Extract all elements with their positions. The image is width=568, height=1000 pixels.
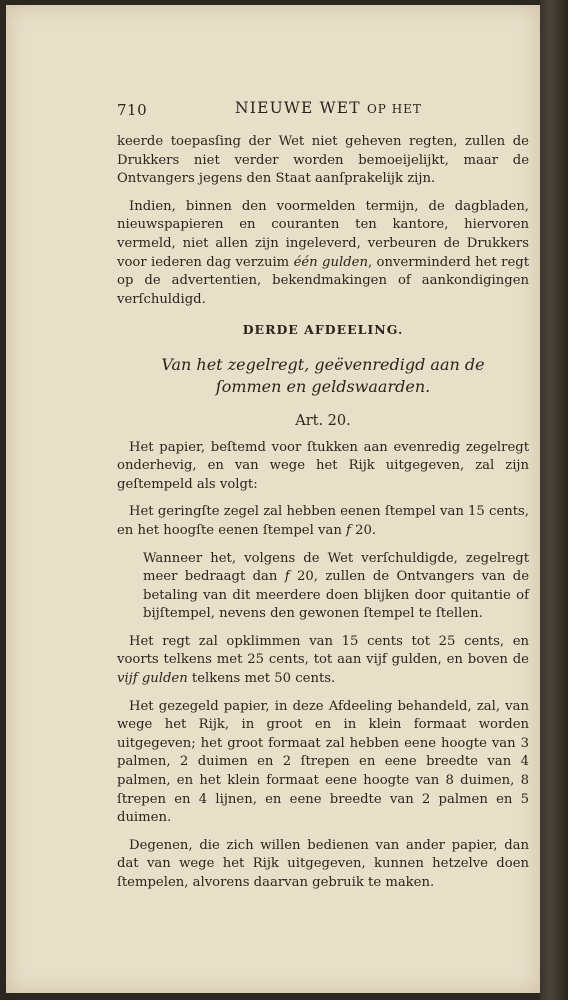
page-edge — [540, 0, 568, 1000]
paragraph-6 — [117, 633, 529, 689]
paragraph-5 — [117, 550, 529, 624]
page-header — [117, 97, 529, 121]
paragraph-5-text-a: Wanneer het, volgens de Wet verſchuldigde, zegelregt meer bedraagt dan — [143, 550, 529, 585]
paragraph-7-text: Het gezegeld papier, in deze Afdeeling behandeld, zal, van wege het Rijk, in groot en in klein formaat worden uitgegeven; het groot formaat zal hebben eene hoogte van 3 palmen, 2 duimen en 2 ſtrepen en eene breedte van 4 palmen, en het klein formaat eene hoogte van 8 duimen, 8 ſtrepen en 4 lijnen, en eene breedte van 2 palmen en 5 duimen. — [117, 698, 529, 826]
paragraph-1: keerde toepasſing der Wet niet geheven regten, zullen de Drukkers niet verder worden bemoeijelijkt, maar de Ontvangers jegens den Staat aanſprakelijk zijn. — [117, 134, 529, 187]
paragraph-8 — [117, 837, 529, 893]
paragraph-6-text-a: Het regt zal opklimmen van 15 cents tot 25 cents, en voorts telkens met 25 cents, tot aan vijf gulden, en boven de — [117, 633, 529, 668]
running-head-main: NIEUWE WET — [235, 99, 361, 117]
page-text-block — [117, 97, 529, 902]
paragraph-4 — [117, 503, 529, 540]
section-title: Van het zegelregt, geëvenredigd aan de ſommen en geldswaarden. — [161, 354, 485, 396]
paragraph-4-text-b: 20. — [350, 522, 377, 538]
paragraph-6-text-b: telkens met 50 cents. — [187, 671, 336, 687]
paragraph-2-text-b: , onverminderd het regt op de advertentien, bekendmakingen of aankondigingen verſchuldigd. — [117, 254, 529, 307]
paragraph-4-italic: f — [346, 522, 351, 538]
paragraph-2 — [117, 198, 529, 310]
article-number: Art. 20. — [295, 412, 351, 429]
paragraph-3-text: Het papier, beſtemd voor ſtukken aan evenredig zegelregt onderhevig, en van wege het Rijk uitgegeven, zal zijn geſtempeld als volgt: — [117, 439, 529, 492]
paragraph-4-text-a: Het geringſte zegel zal hebben eenen ſtempel van 15 cents, en het hoogſte eenen ſtempel van — [117, 504, 529, 538]
paragraph-8-text: Degenen, die zich willen bedienen van ander papier, dan dat van wege het Rijk uitgegeven, kunnen hetzelve doen ſtempelen, alvorens daarvan gebruik te maken. — [117, 837, 529, 890]
section-heading: DERDE AFDEELING. — [242, 322, 404, 338]
paragraph-5-italic: f — [284, 569, 290, 585]
running-head — [235, 99, 422, 119]
paragraph-3 — [117, 439, 529, 495]
page-number: 710 — [117, 101, 148, 119]
paragraph-2-text-a: Indien, binnen den voormelden termijn, de dagbladen, nieuwspapieren en couranten ten kantore, hiervoren vermeld, niet allen zijn ingeleverd, verbeuren de Drukkers voor iederen dag verzuim — [117, 198, 529, 270]
paragraph-7 — [117, 698, 529, 828]
paragraph-2-italic: één gulden — [293, 254, 368, 270]
paragraph-5-text-b: 20, zullen de Ontvangers van de betaling van dit meerdere doen blijken door quitantie of bijſtempel, nevens den gewonen ſtempel te ſtellen. — [143, 569, 530, 622]
paragraph-6-italic: vijf gulden — [117, 671, 188, 687]
running-head-small: OP HET — [366, 102, 422, 116]
